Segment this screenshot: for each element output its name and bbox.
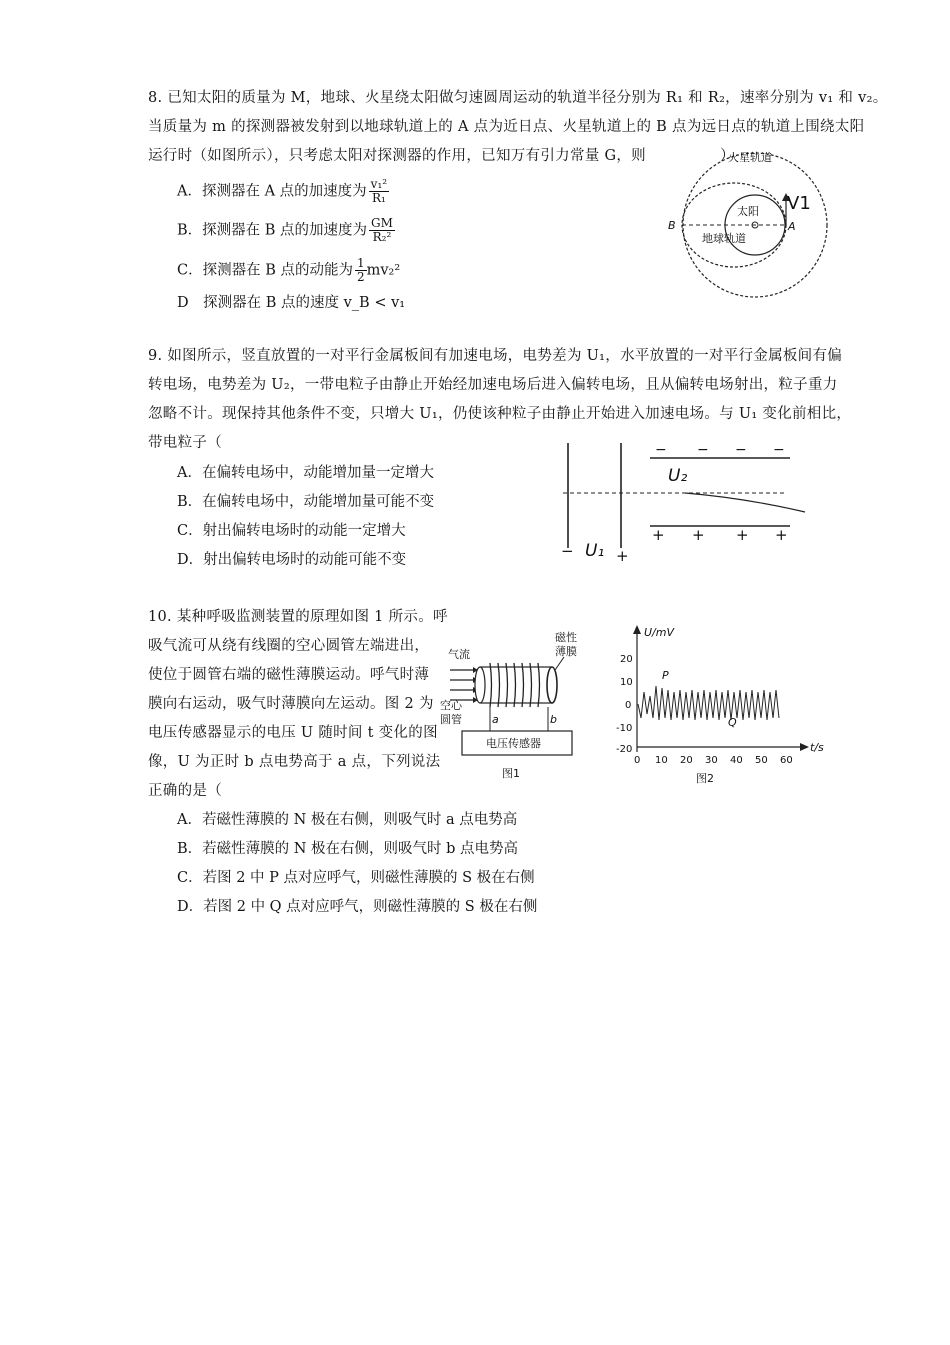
q8-option-c [177, 257, 400, 284]
q8-a-numerator: v₁² [370, 177, 388, 191]
label-sun: 太阳 [737, 205, 759, 218]
q10-stem-line-4: 膜向右运动，吸气时薄膜向左运动。图 2 为 [148, 696, 434, 712]
bottom-plus-2: + [692, 526, 705, 544]
q9-stem-line-1: 9. 如图所示，竖直放置的一对平行金属板间有加速电场，电势差为 U₁，水平放置的一对平行金属板间有偏 [148, 348, 843, 364]
x-tick-labels [634, 755, 793, 766]
q8-stem-line-3: 运行时（如图所示），只考虑太阳对探测器的作用，已知万有引力常量 G，则 ） [148, 148, 735, 164]
q8-option-a-fraction [369, 178, 389, 205]
q8-a-denominator: R₁ [371, 191, 386, 205]
label-airflow: 气流 [448, 648, 470, 661]
q8-option-b [177, 217, 395, 244]
label-point-q: Q [728, 716, 737, 729]
bottom-plus-1: + [652, 526, 665, 544]
tube-left-end [475, 667, 485, 703]
q10-option-d: D．若图 2 中 Q 点对应呼气，则磁性薄膜的 S 极在右侧 [177, 899, 538, 915]
label-film-1: 磁性 [555, 631, 577, 644]
q9-stem-line-3: 忽略不计。现保持其他条件不变，只增大 U₁，仍使该种粒子由静止开始进入加速电场。与 U₁ 变化前相比， [148, 406, 852, 422]
q9-option-b: B．在偏转电场中，动能增加量可能不变 [177, 494, 435, 510]
y-tick-neg20: -20 [616, 744, 633, 755]
q8-stem-line-1: 8. 已知太阳的质量为 M，地球、火星绕太阳做匀速圆周运动的轨道半径分别为 R₁ 和 R₂，速率分别为 v₁ 和 v₂。 [148, 90, 888, 106]
q10-stem-line-3: 使位于圆管右端的磁性薄膜运动。呼气时薄 [148, 667, 430, 683]
top-minus-4: − [773, 442, 785, 458]
top-minus-2: − [697, 442, 709, 458]
q8-orbit-figure [660, 145, 835, 310]
q10-stem-line-2: 吸气流可从绕有线圈的空心圆管左端进出， [148, 638, 430, 654]
q8-stem-line-2: 当质量为 m 的探测器被发射到以地球轨道上的 A 点为近日点、火星轨道上的 B 点为远日点的轨道上围绕太阳 [148, 119, 865, 135]
q10-option-b: B．若磁性薄膜的 N 极在右侧，则吸气时 b 点电势高 [177, 841, 519, 857]
q8-option-a-text: A．探测器在 A 点的加速度为 [177, 183, 367, 200]
bottom-plus-4: + [775, 526, 788, 544]
q8-option-b-text: B．探测器在 B 点的加速度为 [177, 222, 368, 239]
q9-stem-line-2: 转电场，电势差为 U₂，一带电粒子由静止开始经加速电场后进入偏转电场，且从偏转电场射出，粒子重力 [148, 377, 838, 393]
y-axis-label: U/mV [644, 626, 674, 639]
x-tick-20: 20 [680, 755, 693, 766]
y-tick-0: 0 [625, 700, 632, 711]
label-tube-2: 圆管 [440, 713, 462, 726]
q8-b-denominator: R₂² [372, 230, 392, 244]
label-b: b [550, 713, 557, 726]
left-minus: − [561, 542, 574, 560]
x-tick-10: 10 [655, 755, 668, 766]
q8-option-a [177, 178, 389, 205]
label-point-b: B [668, 219, 676, 232]
label-point-a: A [788, 220, 796, 233]
y-tick-10: 10 [620, 677, 633, 688]
q9-field-figure [555, 438, 805, 568]
voltage-waveform [638, 686, 779, 720]
q10-stem-line-6: 像，U 为正时 b 点电势高于 a 点，下列说法 [148, 754, 441, 770]
magnetic-film [547, 667, 557, 703]
q8-c-numerator: 1 [356, 256, 365, 270]
y-tick-neg10: -10 [616, 723, 633, 734]
bottom-plus-3: + [736, 526, 749, 544]
label-earth-orbit: 地球轨道 [702, 232, 746, 245]
top-minus-1: − [655, 442, 667, 458]
label-v1-handwritten: V1 [787, 193, 811, 214]
x-tick-50: 50 [755, 755, 768, 766]
q10-option-a: A．若磁性薄膜的 N 极在右侧，则吸气时 a 点电势高 [177, 812, 518, 828]
q10-stem-line-7: 正确的是（ [148, 783, 222, 799]
label-u2: U₂ [668, 466, 688, 486]
q8-b-numerator: GM [371, 216, 393, 230]
label-point-p: P [662, 669, 669, 682]
y-axis-arrow [633, 625, 641, 634]
q10-stem-line-5: 电压传感器显示的电压 U 随时间 t 变化的图 [148, 725, 438, 741]
q8-option-c-tail: mv₂² [366, 262, 401, 279]
x-axis-label: t/s [810, 741, 824, 754]
label-u1: U₁ [585, 541, 605, 561]
coil-windings [490, 663, 540, 707]
figure-2-caption: 图2 [696, 772, 714, 785]
label-a: a [492, 713, 499, 726]
airflow-arrows [450, 670, 473, 700]
q8-option-b-fraction [369, 217, 395, 244]
q10-option-c: C．若图 2 中 P 点对应呼气，则磁性薄膜的 S 极在右侧 [177, 870, 535, 886]
y-tick-labels [616, 654, 633, 755]
q10-figure-1 [440, 625, 590, 785]
y-tick-20: 20 [620, 654, 633, 665]
q9-stem-line-4: 带电粒子（ [148, 435, 222, 451]
q9-option-d: D．射出偏转电场时的动能可能不变 [177, 552, 407, 568]
label-film-2: 薄膜 [555, 645, 577, 658]
q8-option-d: D 探测器在 B 点的速度 v_B < v₁ [177, 295, 406, 311]
particle-trajectory [685, 493, 805, 512]
x-tick-30: 30 [705, 755, 718, 766]
q8-c-denominator: 2 [356, 270, 365, 284]
figure-1-caption: 图1 [502, 767, 520, 780]
q10-stem-line-1: 10. 某种呼吸监测装置的原理如图 1 所示。呼 [148, 609, 448, 625]
q8-option-c-text: C．探测器在 B 点的动能为 [177, 262, 353, 279]
x-tick-60: 60 [780, 755, 793, 766]
q10-figure-2 [610, 622, 825, 787]
x-axis-arrow [800, 743, 809, 751]
label-mars-orbit: 火星轨道 [728, 151, 772, 164]
x-tick-40: 40 [730, 755, 743, 766]
q9-option-a: A．在偏转电场中，动能增加量一定增大 [177, 465, 434, 481]
top-minus-3: − [735, 442, 747, 458]
q9-option-c: C．射出偏转电场时的动能一定增大 [177, 523, 406, 539]
right-plus: + [616, 547, 629, 565]
label-voltage-sensor: 电压传感器 [486, 737, 541, 750]
x-tick-0: 0 [634, 755, 641, 766]
label-tube-1: 空心 [440, 699, 462, 712]
q8-option-c-fraction [355, 257, 367, 284]
